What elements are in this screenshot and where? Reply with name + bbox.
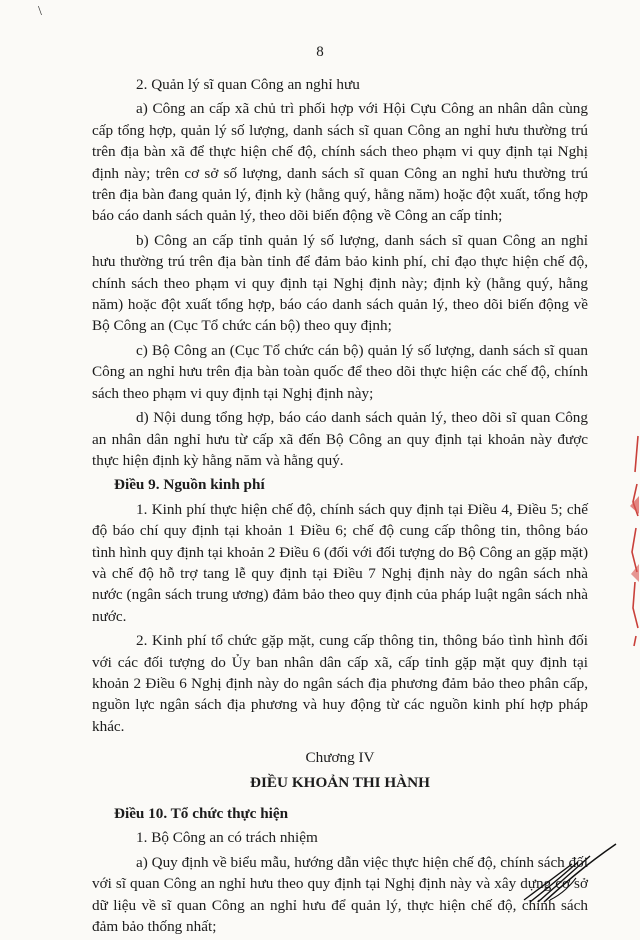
paragraph-2b: b) Công an cấp tỉnh quản lý số lượng, danh sách sĩ quan Công an nghỉ hưu thường trú trên địa bàn tỉnh để đảm bảo kinh phí, chỉ đạo thực hiện chế độ, chính sách theo phạm vi quy định tại Nghị định này; định kỳ (hằng quý, hằng năm) hoặc đột xuất tổng hợp, báo cáo danh sách quản lý, theo dõi biến động về Bộ Công an (Cục Tổ chức cán bộ) theo quy định; (92, 231, 588, 335)
chapter-title: ĐIỀU KHOẢN THI HÀNH (250, 773, 430, 791)
page-number: 8 (316, 44, 324, 60)
article-10-clause-1a: a) Quy định về biểu mẫu, hướng dẫn việc thực hiện chế độ, chính sách đối với sĩ quan Công an nghỉ hưu theo quy định tại Nghị định này và xây dựng cơ sở dữ liệu về sĩ quan Công an nghỉ hưu để quản lý, thực hiện chế độ, chính sách đảm bảo thống nhất; (92, 853, 588, 936)
signature (520, 842, 620, 904)
paragraph-heading-2: 2. Quản lý sĩ quan Công an nghỉ hưu (136, 76, 360, 93)
article-9-clause-1: 1. Kinh phí thực hiện chế độ, chính sách quy định tại Điều 4, Điều 5; chế độ báo chí quy định tại khoản 1 Điều 6; chế độ cung cấp thông tin, thông báo tình hình quy định tại khoản 2 Điều 6 (đối với đối tượng do Bộ Công an gặp mặt) và chế độ hỗ trợ tang lễ quy định tại Điều 7 Nghị định này do ngân sách nhà nước (ngân sách trung ương) đảm bảo theo quy định của pháp luật ngân sách nhà nước. (92, 500, 588, 625)
chapter-label: Chương IV (305, 749, 375, 767)
article-9-heading: Điều 9. Nguồn kinh phí (114, 476, 265, 494)
corner-mark: \ (38, 4, 42, 19)
paragraph-2d: d) Nội dung tổng hợp, báo cáo danh sách quản lý, theo dõi sĩ quan Công an nhân dân nghỉ hưu từ cấp xã đến Bộ Công an quy định tại khoản này được thực hiện định kỳ hằng năm và hằng quý. (92, 409, 588, 469)
article-10-heading: Điều 10. Tổ chức thực hiện (114, 805, 289, 822)
paragraph-2a: a) Công an cấp xã chủ trì phối hợp với Hội Cựu Công an nhân dân cùng cấp tổng hợp, quản lý số lượng, danh sách sĩ quan Công an nghỉ hưu thường trú trên địa bàn xã để thực hiện chế độ, chính sách theo phạm vi quy định tại Nghị định này; trên cơ sở số lượng, danh sách sĩ quan Công an nghỉ hưu thường trú trên địa bàn đang quản lý, định kỳ (hằng quý, hằng năm) hoặc đột xuất, tổng hợp báo cáo danh sách quản lý, theo dõi biến động về Công an cấp tỉnh; (92, 100, 588, 225)
article-10-clause-1: 1. Bộ Công an có trách nhiệm (136, 829, 318, 847)
document-body (92, 74, 588, 940)
article-9-clause-2: 2. Kinh phí tổ chức gặp mặt, cung cấp thông tin, thông báo tình hình đối với các đối tượng do Ủy ban nhân dân cấp xã, cấp tỉnh gặp mặt quy định tại khoản 2 Điều 6 Nghị định này do ngân sách địa phương đảm bảo theo phân cấp, nguồn lực ngân sách địa phương và huy động từ các nguồn kinh phí hợp pháp khác. (92, 632, 588, 735)
red-seal-edge (624, 432, 640, 648)
paragraph-2c: c) Bộ Công an (Cục Tổ chức cán bộ) quản lý số lượng, danh sách sĩ quan Công an nghỉ hưu trên địa bàn toàn quốc để theo dõi thực hiện các chế độ, chính sách theo phạm vi quy định tại Nghị định này; (92, 341, 588, 402)
